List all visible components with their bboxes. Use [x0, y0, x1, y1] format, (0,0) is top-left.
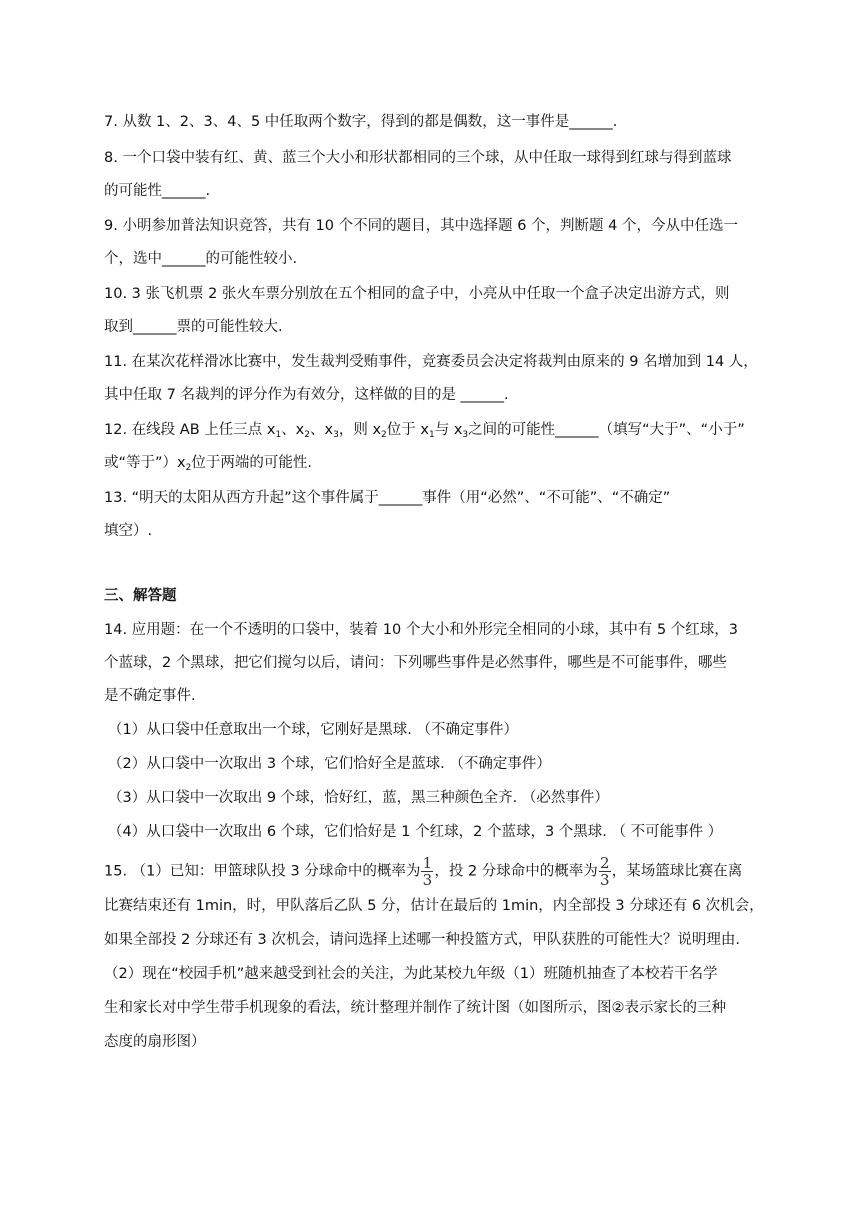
q12-sub: 2 [185, 463, 192, 473]
question-8-line-1: 8. 一个口袋中装有红、黄、蓝三个大小和形状都相同的三个球，从中任取一球得到红球与得到蓝球 [104, 150, 732, 166]
question-9-line-1: 9. 小明参加普法知识竞答，共有 10 个不同的题目，其中选择题 6 个，判断题 4 个，今从中任选一 [104, 218, 738, 234]
question-15-line-4: （2）现在“校园手机”越来越受到社会的关注，为此某校九年级（1）班随机抽查了本校若干名学 [104, 966, 718, 982]
q12-text: 、x [281, 422, 305, 438]
q12-sub: 3 [333, 430, 339, 440]
fraction-two-thirds [599, 855, 611, 888]
question-12-line-1 [104, 420, 745, 440]
q12-text: 或“等于”）x [104, 455, 186, 471]
fraction-numerator: 1 [422, 854, 433, 872]
q12-text: 位于两端的可能性. [191, 455, 312, 471]
q12-text: 12. 在线段 AB 上任三点 x [104, 422, 276, 438]
question-14-item-1: （1）从口袋中任意取出一个球，它刚好是黑球. （不确定事件） [108, 722, 518, 738]
q12-sub: 1 [275, 430, 282, 440]
q12-text: 之间的可能性______（填写“大于”、“小于” [468, 422, 745, 438]
question-11-line-1: 11. 在某次花样滑冰比赛中，发生裁判受贿事件，竞赛委员会决定将裁判由原来的 9 名增加到 14 人， [104, 354, 758, 370]
fraction-denominator: 3 [422, 871, 433, 889]
question-14-item-2: （2）从口袋中一次取出 3 个球，它们恰好全是蓝球. （不确定事件） [108, 756, 551, 772]
question-14-line-3: 是不确定事件. [104, 688, 196, 704]
question-14-line-1: 14. 应用题：在一个不透明的口袋中，装着 10 个大小和外形完全相同的小球，其中有 5 个红球，3 [104, 622, 739, 638]
q12-sub: 2 [304, 430, 311, 440]
q15-text: ，投 2 分球命中的概率为 [434, 863, 598, 880]
question-12-line-2 [104, 453, 312, 473]
question-10-line-1: 10. 3 张飞机票 2 张火车票分别放在五个相同的盒子中，小亮从中任取一个盒子决定出游方式，则 [104, 286, 730, 302]
question-9-line-2: 个，选中______的可能性较小. [104, 251, 298, 267]
question-8-line-2: 的可能性______. [104, 183, 211, 199]
question-14-item-3: （3）从口袋中一次取出 9 个球，恰好红，蓝，黑三种颜色全齐. （必然事件） [108, 790, 609, 806]
q12-sub: 2 [381, 430, 387, 440]
q12-text: ，则 x [338, 422, 382, 438]
question-13-line-2: 填空）. [104, 523, 153, 539]
question-15-line-5: 生和家长对中学生带手机现象的看法，统计整理并制作了统计图（如图所示，图②表示家长的三种 [104, 1000, 726, 1016]
question-13-line-1: 13. “明天的太阳从西方升起”这个事件属于______事件（用“必然”、“不可能”、“不确定” [104, 490, 671, 506]
q15-text: 15. （1）已知：甲篮球队投 3 分球命中的概率为 [104, 863, 421, 880]
question-15-line-1 [104, 855, 742, 888]
q12-text: 、x [310, 422, 334, 438]
fraction-denominator: 3 [600, 871, 610, 889]
section-heading: 三、解答题 [104, 588, 177, 604]
question-15-line-2: 比赛结束还有 1min，时，甲队落后乙队 5 分，估计在最后的 1min，内全部投 3 分球还有 6 次机会， [104, 898, 764, 914]
q12-sub: 3 [462, 430, 469, 440]
q12-sub: 1 [428, 430, 435, 440]
question-10-line-2: 取到______票的可能性较大. [104, 319, 283, 335]
question-14-item-4: （4）从口袋中一次取出 6 个球，它们恰好是 1 个红球，2 个蓝球，3 个黑球. （ 不可能事件 ） [108, 824, 723, 840]
fraction-numerator: 2 [600, 854, 610, 872]
q12-text: 位于 x [386, 422, 429, 438]
fraction-one-third [421, 855, 433, 888]
question-15-line-6: 态度的扇形图） [104, 1034, 206, 1050]
q15-text: ，某场篮球比赛在离 [611, 863, 743, 880]
question-7: 7. 从数 1、2、3、4、5 中任取两个数字，得到的都是偶数，这一事件是______. [104, 114, 618, 130]
q12-text: 与 x [434, 422, 463, 438]
question-11-line-2: 其中任取 7 名裁判的评分作为有效分，这样做的目的是 ______. [104, 387, 509, 403]
question-14-line-2: 个蓝球，2 个黑球，把它们搅匀以后，请问：下列哪些事件是必然事件，哪些是不可能事件，哪些 [104, 655, 727, 671]
question-15-line-3: 如果全部投 2 分球还有 3 次机会，请问选择上述哪一种投篮方式，甲队获胜的可能性大？说明理由. [104, 932, 740, 948]
